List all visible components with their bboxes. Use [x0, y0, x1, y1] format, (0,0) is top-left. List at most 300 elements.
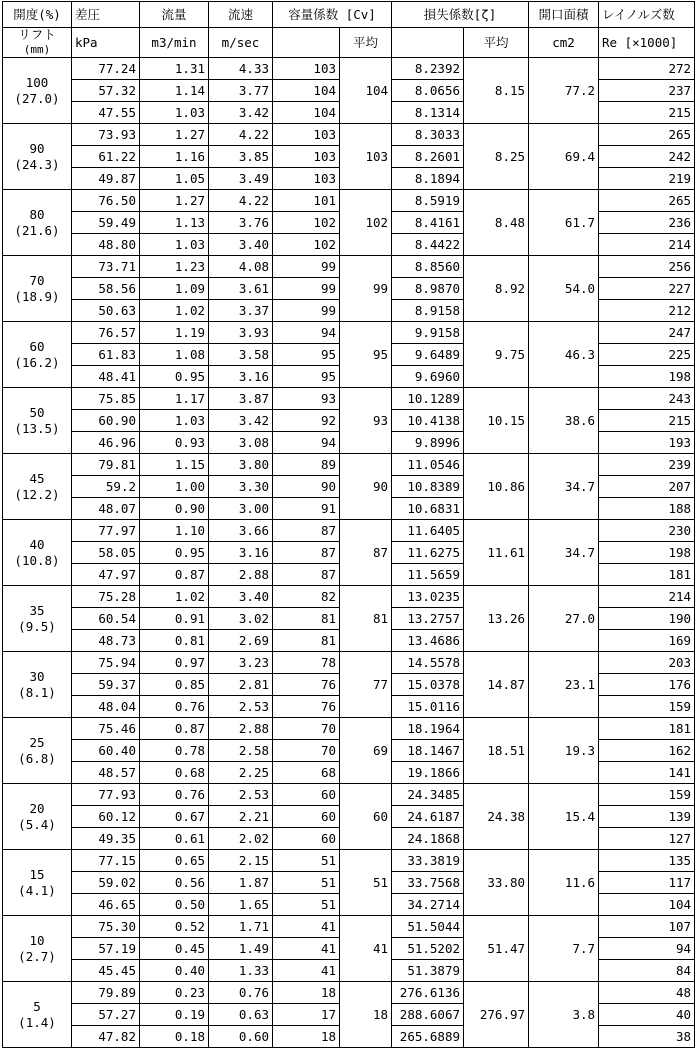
cv-average-cell: 95	[340, 322, 392, 388]
flow-cell: 0.93	[140, 432, 209, 454]
cv-cell: 91	[273, 498, 340, 520]
velocity-cell: 2.02	[209, 828, 273, 850]
cv-average-cell: 87	[340, 520, 392, 586]
flow-cell: 0.95	[140, 366, 209, 388]
cv-average-cell: 60	[340, 784, 392, 850]
opening-cell: 15 (4.1)	[3, 850, 72, 916]
velocity-cell: 1.71	[209, 916, 273, 938]
zeta-cell: 19.1866	[392, 762, 464, 784]
dp-cell: 79.81	[72, 454, 140, 476]
zeta-cell: 18.1964	[392, 718, 464, 740]
cv-average-cell: 104	[340, 58, 392, 124]
re-cell: 181	[599, 718, 695, 740]
cv-average-cell: 102	[340, 190, 392, 256]
zeta-average-cell: 11.61	[464, 520, 529, 586]
header-flow: 流量	[140, 2, 209, 28]
zeta-average-cell: 10.15	[464, 388, 529, 454]
dp-cell: 77.24	[72, 58, 140, 80]
re-cell: 215	[599, 410, 695, 432]
area-cell: 3.8	[529, 982, 599, 1048]
dp-cell: 59.37	[72, 674, 140, 696]
zeta-cell: 10.8389	[392, 476, 464, 498]
dp-cell: 59.49	[72, 212, 140, 234]
cv-cell: 87	[273, 564, 340, 586]
area-cell: 34.7	[529, 520, 599, 586]
zeta-cell: 24.6187	[392, 806, 464, 828]
zeta-average-cell: 10.86	[464, 454, 529, 520]
velocity-cell: 2.21	[209, 806, 273, 828]
re-cell: 198	[599, 366, 695, 388]
re-cell: 242	[599, 146, 695, 168]
flow-cell: 0.95	[140, 542, 209, 564]
velocity-cell: 2.69	[209, 630, 273, 652]
re-cell: 94	[599, 938, 695, 960]
velocity-cell: 2.53	[209, 696, 273, 718]
dp-cell: 73.93	[72, 124, 140, 146]
dp-cell: 57.19	[72, 938, 140, 960]
cv-cell: 87	[273, 520, 340, 542]
table-row	[3, 520, 695, 542]
opening-cell: 40 (10.8)	[3, 520, 72, 586]
re-cell: 214	[599, 234, 695, 256]
velocity-cell: 3.93	[209, 322, 273, 344]
zeta-cell: 13.4686	[392, 630, 464, 652]
dp-cell: 45.45	[72, 960, 140, 982]
velocity-cell: 0.76	[209, 982, 273, 1004]
opening-cell: 45 (12.2)	[3, 454, 72, 520]
area-cell: 15.4	[529, 784, 599, 850]
velocity-cell: 3.87	[209, 388, 273, 410]
velocity-cell: 1.49	[209, 938, 273, 960]
table-row	[3, 58, 695, 80]
zeta-cell: 9.6489	[392, 344, 464, 366]
dp-cell: 76.57	[72, 322, 140, 344]
zeta-cell: 10.6831	[392, 498, 464, 520]
velocity-cell: 3.16	[209, 366, 273, 388]
cv-cell: 76	[273, 674, 340, 696]
dp-cell: 60.40	[72, 740, 140, 762]
velocity-cell: 1.33	[209, 960, 273, 982]
opening-cell: 70 (18.9)	[3, 256, 72, 322]
flow-cell: 0.23	[140, 982, 209, 1004]
cv-average-cell: 18	[340, 982, 392, 1048]
flow-cell: 1.19	[140, 322, 209, 344]
re-cell: 169	[599, 630, 695, 652]
re-cell: 230	[599, 520, 695, 542]
dp-cell: 73.71	[72, 256, 140, 278]
cv-average-cell: 103	[340, 124, 392, 190]
dp-cell: 47.97	[72, 564, 140, 586]
velocity-cell: 2.53	[209, 784, 273, 806]
cv-cell: 60	[273, 806, 340, 828]
re-cell: 207	[599, 476, 695, 498]
cv-average-cell: 81	[340, 586, 392, 652]
header-flow-unit: m3/min	[140, 28, 209, 58]
zeta-cell: 8.0656	[392, 80, 464, 102]
dp-cell: 57.32	[72, 80, 140, 102]
dp-cell: 76.50	[72, 190, 140, 212]
velocity-cell: 3.37	[209, 300, 273, 322]
flow-cell: 1.03	[140, 102, 209, 124]
re-cell: 237	[599, 80, 695, 102]
re-cell: 104	[599, 894, 695, 916]
zeta-cell: 8.1894	[392, 168, 464, 190]
re-cell: 135	[599, 850, 695, 872]
cv-cell: 94	[273, 432, 340, 454]
zeta-cell: 51.5044	[392, 916, 464, 938]
dp-cell: 48.57	[72, 762, 140, 784]
zeta-cell: 9.9158	[392, 322, 464, 344]
header-re-unit: Re [×1000]	[599, 28, 695, 58]
velocity-cell: 3.76	[209, 212, 273, 234]
re-cell: 176	[599, 674, 695, 696]
table-row	[3, 652, 695, 674]
dp-cell: 60.54	[72, 608, 140, 630]
velocity-cell: 2.88	[209, 564, 273, 586]
zeta-cell: 9.6960	[392, 366, 464, 388]
cv-cell: 41	[273, 960, 340, 982]
flow-cell: 0.67	[140, 806, 209, 828]
cv-cell: 70	[273, 718, 340, 740]
re-cell: 236	[599, 212, 695, 234]
dp-cell: 61.22	[72, 146, 140, 168]
zeta-cell: 8.3033	[392, 124, 464, 146]
cv-cell: 76	[273, 696, 340, 718]
flow-cell: 1.03	[140, 234, 209, 256]
opening-cell: 90 (24.3)	[3, 124, 72, 190]
zeta-cell: 288.6067	[392, 1004, 464, 1026]
zeta-cell: 11.6275	[392, 542, 464, 564]
flow-cell: 0.91	[140, 608, 209, 630]
re-cell: 48	[599, 982, 695, 1004]
cv-average-cell: 93	[340, 388, 392, 454]
flow-cell: 0.19	[140, 1004, 209, 1026]
cv-cell: 99	[273, 256, 340, 278]
velocity-cell: 3.08	[209, 432, 273, 454]
opening-cell: 10 (2.7)	[3, 916, 72, 982]
cv-cell: 101	[273, 190, 340, 212]
flow-cell: 1.27	[140, 190, 209, 212]
flow-cell: 0.40	[140, 960, 209, 982]
cv-average-cell: 77	[340, 652, 392, 718]
cv-average-cell: 90	[340, 454, 392, 520]
re-cell: 181	[599, 564, 695, 586]
velocity-cell: 3.30	[209, 476, 273, 498]
flow-cell: 1.13	[140, 212, 209, 234]
re-cell: 159	[599, 784, 695, 806]
flow-cell: 0.85	[140, 674, 209, 696]
cv-cell: 93	[273, 388, 340, 410]
flow-cell: 1.23	[140, 256, 209, 278]
header-opening: 開度(%)	[3, 2, 72, 28]
flow-cell: 1.02	[140, 586, 209, 608]
velocity-cell: 2.25	[209, 762, 273, 784]
zeta-cell: 8.2392	[392, 58, 464, 80]
dp-cell: 77.15	[72, 850, 140, 872]
zeta-average-cell: 14.87	[464, 652, 529, 718]
cv-cell: 41	[273, 916, 340, 938]
header-velocity: 流速	[209, 2, 273, 28]
cv-average-cell: 51	[340, 850, 392, 916]
flow-cell: 0.76	[140, 696, 209, 718]
cv-average-cell: 69	[340, 718, 392, 784]
re-cell: 265	[599, 124, 695, 146]
velocity-cell: 1.87	[209, 872, 273, 894]
dp-cell: 77.97	[72, 520, 140, 542]
header-cv-blank	[273, 28, 340, 58]
zeta-average-cell: 8.15	[464, 58, 529, 124]
cv-cell: 102	[273, 234, 340, 256]
area-cell: 27.0	[529, 586, 599, 652]
table-row	[3, 916, 695, 938]
zeta-cell: 8.8560	[392, 256, 464, 278]
valve-data-table-container	[2, 1, 694, 1048]
zeta-cell: 34.2714	[392, 894, 464, 916]
zeta-average-cell: 33.80	[464, 850, 529, 916]
header-lift-label: リフト	[18, 27, 56, 42]
re-cell: 247	[599, 322, 695, 344]
dp-cell: 58.05	[72, 542, 140, 564]
cv-cell: 90	[273, 476, 340, 498]
header-area-unit: cm2	[529, 28, 599, 58]
cv-cell: 103	[273, 168, 340, 190]
velocity-cell: 3.02	[209, 608, 273, 630]
flow-cell: 1.15	[140, 454, 209, 476]
zeta-cell: 13.0235	[392, 586, 464, 608]
zeta-cell: 8.9158	[392, 300, 464, 322]
velocity-cell: 3.42	[209, 102, 273, 124]
cv-cell: 18	[273, 982, 340, 1004]
dp-cell: 46.96	[72, 432, 140, 454]
cv-cell: 99	[273, 300, 340, 322]
dp-cell: 59.2	[72, 476, 140, 498]
dp-cell: 47.82	[72, 1026, 140, 1048]
zeta-cell: 33.3819	[392, 850, 464, 872]
zeta-average-cell: 18.51	[464, 718, 529, 784]
opening-cell: 35 (9.5)	[3, 586, 72, 652]
header-vel-unit: m/sec	[209, 28, 273, 58]
zeta-cell: 8.4422	[392, 234, 464, 256]
re-cell: 272	[599, 58, 695, 80]
cv-cell: 70	[273, 740, 340, 762]
velocity-cell: 3.85	[209, 146, 273, 168]
re-cell: 159	[599, 696, 695, 718]
velocity-cell: 3.66	[209, 520, 273, 542]
velocity-cell: 3.40	[209, 586, 273, 608]
zeta-cell: 24.3485	[392, 784, 464, 806]
velocity-cell: 4.22	[209, 124, 273, 146]
header-row-1	[3, 2, 695, 28]
dp-cell: 75.94	[72, 652, 140, 674]
zeta-cell: 14.5578	[392, 652, 464, 674]
dp-cell: 46.65	[72, 894, 140, 916]
area-cell: 34.7	[529, 454, 599, 520]
zeta-cell: 10.1289	[392, 388, 464, 410]
table-row	[3, 322, 695, 344]
velocity-cell: 2.15	[209, 850, 273, 872]
re-cell: 188	[599, 498, 695, 520]
dp-cell: 58.56	[72, 278, 140, 300]
re-cell: 227	[599, 278, 695, 300]
flow-cell: 1.17	[140, 388, 209, 410]
cv-cell: 78	[273, 652, 340, 674]
header-cv-average: 平均	[340, 28, 392, 58]
zeta-cell: 24.1868	[392, 828, 464, 850]
flow-cell: 0.65	[140, 850, 209, 872]
table-row	[3, 982, 695, 1004]
cv-cell: 103	[273, 124, 340, 146]
area-cell: 11.6	[529, 850, 599, 916]
cv-cell: 51	[273, 894, 340, 916]
zeta-cell: 8.1314	[392, 102, 464, 124]
re-cell: 117	[599, 872, 695, 894]
flow-cell: 1.14	[140, 80, 209, 102]
re-cell: 215	[599, 102, 695, 124]
table-row	[3, 124, 695, 146]
area-cell: 23.1	[529, 652, 599, 718]
zeta-cell: 51.5202	[392, 938, 464, 960]
header-lift	[3, 28, 72, 58]
cv-cell: 95	[273, 344, 340, 366]
area-cell: 38.6	[529, 388, 599, 454]
cv-cell: 95	[273, 366, 340, 388]
velocity-cell: 3.58	[209, 344, 273, 366]
cv-cell: 41	[273, 938, 340, 960]
header-dp-unit: kPa	[72, 28, 140, 58]
flow-cell: 0.52	[140, 916, 209, 938]
cv-cell: 81	[273, 630, 340, 652]
re-cell: 127	[599, 828, 695, 850]
cv-cell: 103	[273, 58, 340, 80]
area-cell: 54.0	[529, 256, 599, 322]
zeta-average-cell: 8.92	[464, 256, 529, 322]
flow-cell: 0.45	[140, 938, 209, 960]
re-cell: 193	[599, 432, 695, 454]
cv-cell: 103	[273, 146, 340, 168]
re-cell: 212	[599, 300, 695, 322]
flow-cell: 1.00	[140, 476, 209, 498]
cv-cell: 17	[273, 1004, 340, 1026]
flow-cell: 0.90	[140, 498, 209, 520]
valve-characteristics-table	[2, 1, 695, 1048]
zeta-cell: 11.5659	[392, 564, 464, 586]
zeta-cell: 276.6136	[392, 982, 464, 1004]
flow-cell: 1.31	[140, 58, 209, 80]
dp-cell: 59.02	[72, 872, 140, 894]
dp-cell: 48.04	[72, 696, 140, 718]
opening-cell: 80 (21.6)	[3, 190, 72, 256]
velocity-cell: 3.80	[209, 454, 273, 476]
table-row	[3, 850, 695, 872]
cv-cell: 51	[273, 872, 340, 894]
zeta-cell: 8.4161	[392, 212, 464, 234]
flow-cell: 0.78	[140, 740, 209, 762]
cv-average-cell: 41	[340, 916, 392, 982]
re-cell: 38	[599, 1026, 695, 1048]
zeta-cell: 18.1467	[392, 740, 464, 762]
dp-cell: 48.41	[72, 366, 140, 388]
cv-cell: 81	[273, 608, 340, 630]
opening-cell: 50 (13.5)	[3, 388, 72, 454]
re-cell: 265	[599, 190, 695, 212]
cv-cell: 51	[273, 850, 340, 872]
zeta-cell: 15.0116	[392, 696, 464, 718]
re-cell: 256	[599, 256, 695, 278]
zeta-cell: 11.6405	[392, 520, 464, 542]
dp-cell: 60.90	[72, 410, 140, 432]
velocity-cell: 3.40	[209, 234, 273, 256]
flow-cell: 1.16	[140, 146, 209, 168]
flow-cell: 1.27	[140, 124, 209, 146]
zeta-cell: 11.0546	[392, 454, 464, 476]
table-row	[3, 190, 695, 212]
flow-cell: 1.03	[140, 410, 209, 432]
zeta-cell: 9.8996	[392, 432, 464, 454]
flow-cell: 0.50	[140, 894, 209, 916]
table-body	[3, 58, 695, 1048]
re-cell: 203	[599, 652, 695, 674]
dp-cell: 75.85	[72, 388, 140, 410]
velocity-cell: 0.60	[209, 1026, 273, 1048]
re-cell: 141	[599, 762, 695, 784]
re-cell: 40	[599, 1004, 695, 1026]
re-cell: 139	[599, 806, 695, 828]
flow-cell: 0.87	[140, 718, 209, 740]
dp-cell: 48.73	[72, 630, 140, 652]
dp-cell: 60.12	[72, 806, 140, 828]
velocity-cell: 3.00	[209, 498, 273, 520]
area-cell: 69.4	[529, 124, 599, 190]
re-cell: 162	[599, 740, 695, 762]
dp-cell: 79.89	[72, 982, 140, 1004]
dp-cell: 48.07	[72, 498, 140, 520]
cv-cell: 60	[273, 828, 340, 850]
table-row	[3, 256, 695, 278]
cv-cell: 92	[273, 410, 340, 432]
header-reynolds: レイノルズ数	[599, 2, 695, 28]
area-cell: 7.7	[529, 916, 599, 982]
dp-cell: 75.30	[72, 916, 140, 938]
re-cell: 219	[599, 168, 695, 190]
area-cell: 61.7	[529, 190, 599, 256]
cv-cell: 104	[273, 80, 340, 102]
re-cell: 243	[599, 388, 695, 410]
velocity-cell: 3.23	[209, 652, 273, 674]
zeta-cell: 15.0378	[392, 674, 464, 696]
velocity-cell: 3.77	[209, 80, 273, 102]
re-cell: 190	[599, 608, 695, 630]
dp-cell: 48.80	[72, 234, 140, 256]
header-differential-pressure: 差圧	[72, 2, 140, 28]
table-row	[3, 388, 695, 410]
velocity-cell: 4.33	[209, 58, 273, 80]
opening-cell: 5 (1.4)	[3, 982, 72, 1048]
zeta-cell: 10.4138	[392, 410, 464, 432]
cv-cell: 89	[273, 454, 340, 476]
header-zeta-average: 平均	[464, 28, 529, 58]
table-row	[3, 586, 695, 608]
velocity-cell: 3.16	[209, 542, 273, 564]
flow-cell: 0.61	[140, 828, 209, 850]
zeta-average-cell: 8.48	[464, 190, 529, 256]
velocity-cell: 2.81	[209, 674, 273, 696]
re-cell: 239	[599, 454, 695, 476]
dp-cell: 49.87	[72, 168, 140, 190]
cv-average-cell: 99	[340, 256, 392, 322]
re-cell: 84	[599, 960, 695, 982]
flow-cell: 1.05	[140, 168, 209, 190]
zeta-average-cell: 9.75	[464, 322, 529, 388]
